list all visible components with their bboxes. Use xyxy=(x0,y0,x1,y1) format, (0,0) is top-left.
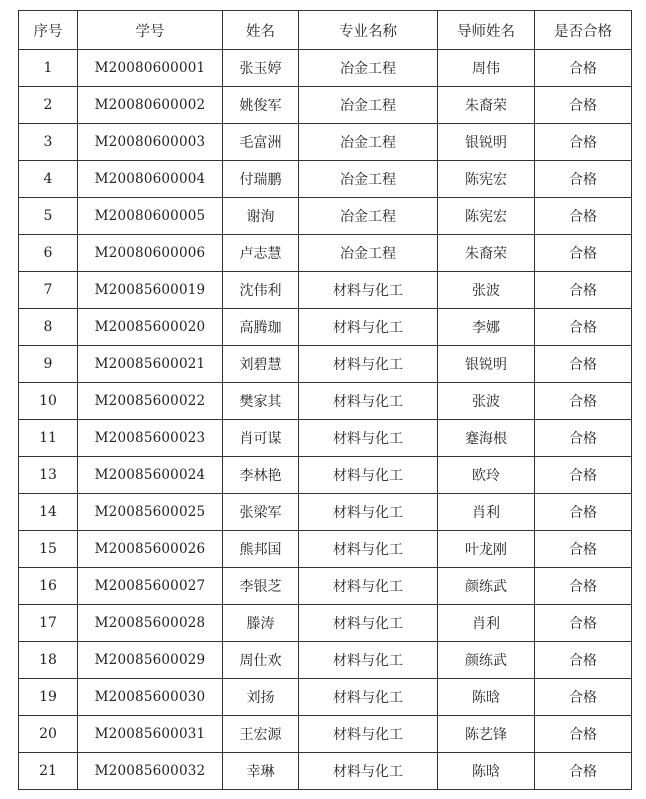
cell-qualified: 合格 xyxy=(535,161,632,198)
cell-name: 滕涛 xyxy=(223,605,299,642)
cell-major: 材料与化工 xyxy=(299,272,438,309)
cell-student-id: M20085600026 xyxy=(78,531,223,568)
cell-name: 王宏源 xyxy=(223,716,299,753)
cell-student-id: M20085600019 xyxy=(78,272,223,309)
table-row xyxy=(19,605,632,642)
cell-student-id: M20080600003 xyxy=(78,124,223,161)
cell-name: 张玉婷 xyxy=(223,50,299,87)
cell-student-id: M20085600023 xyxy=(78,420,223,457)
cell-index: 14 xyxy=(19,494,78,531)
cell-advisor: 周伟 xyxy=(438,50,535,87)
cell-major: 材料与化工 xyxy=(299,383,438,420)
cell-student-id: M20085600021 xyxy=(78,346,223,383)
cell-name: 高腾珈 xyxy=(223,309,299,346)
cell-student-id: M20085600024 xyxy=(78,457,223,494)
cell-advisor: 陈艺锋 xyxy=(438,716,535,753)
cell-major: 冶金工程 xyxy=(299,235,438,272)
cell-index: 13 xyxy=(19,457,78,494)
cell-major: 材料与化工 xyxy=(299,753,438,790)
cell-index: 1 xyxy=(19,50,78,87)
cell-advisor: 颜练武 xyxy=(438,642,535,679)
cell-advisor: 陈晗 xyxy=(438,679,535,716)
cell-student-id: M20085600025 xyxy=(78,494,223,531)
cell-major: 材料与化工 xyxy=(299,605,438,642)
cell-index: 18 xyxy=(19,642,78,679)
cell-major: 冶金工程 xyxy=(299,198,438,235)
cell-student-id: M20085600031 xyxy=(78,716,223,753)
table-row xyxy=(19,383,632,420)
table-row xyxy=(19,50,632,87)
cell-major: 材料与化工 xyxy=(299,531,438,568)
cell-student-id: M20085600030 xyxy=(78,679,223,716)
cell-major: 材料与化工 xyxy=(299,716,438,753)
header-major: 专业名称 xyxy=(299,11,438,50)
table-row xyxy=(19,642,632,679)
cell-qualified: 合格 xyxy=(535,383,632,420)
table-header-row xyxy=(19,11,632,50)
cell-name: 肖可谋 xyxy=(223,420,299,457)
cell-index: 4 xyxy=(19,161,78,198)
cell-index: 15 xyxy=(19,531,78,568)
cell-advisor: 李娜 xyxy=(438,309,535,346)
table-body xyxy=(19,50,632,790)
cell-name: 李银芝 xyxy=(223,568,299,605)
cell-qualified: 合格 xyxy=(535,346,632,383)
header-qualified: 是否合格 xyxy=(535,11,632,50)
cell-index: 16 xyxy=(19,568,78,605)
cell-qualified: 合格 xyxy=(535,198,632,235)
table-row xyxy=(19,124,632,161)
cell-name: 张梁军 xyxy=(223,494,299,531)
cell-index: 8 xyxy=(19,309,78,346)
cell-advisor: 陈宪宏 xyxy=(438,161,535,198)
cell-major: 冶金工程 xyxy=(299,50,438,87)
cell-student-id: M20080600006 xyxy=(78,235,223,272)
cell-advisor: 张波 xyxy=(438,383,535,420)
cell-name: 谢洵 xyxy=(223,198,299,235)
cell-student-id: M20085600032 xyxy=(78,753,223,790)
student-table-container xyxy=(18,10,631,790)
table-row xyxy=(19,87,632,124)
cell-index: 19 xyxy=(19,679,78,716)
cell-qualified: 合格 xyxy=(535,420,632,457)
cell-name: 幸琳 xyxy=(223,753,299,790)
table-row xyxy=(19,420,632,457)
cell-index: 17 xyxy=(19,605,78,642)
cell-index: 10 xyxy=(19,383,78,420)
cell-advisor: 陈宪宏 xyxy=(438,198,535,235)
cell-name: 熊邦国 xyxy=(223,531,299,568)
cell-major: 冶金工程 xyxy=(299,161,438,198)
student-table xyxy=(18,10,632,790)
cell-name: 刘扬 xyxy=(223,679,299,716)
cell-qualified: 合格 xyxy=(535,87,632,124)
cell-qualified: 合格 xyxy=(535,457,632,494)
cell-qualified: 合格 xyxy=(535,124,632,161)
cell-index: 6 xyxy=(19,235,78,272)
cell-advisor: 肖利 xyxy=(438,605,535,642)
cell-major: 材料与化工 xyxy=(299,679,438,716)
cell-advisor: 张波 xyxy=(438,272,535,309)
cell-qualified: 合格 xyxy=(535,494,632,531)
table-row xyxy=(19,161,632,198)
cell-index: 7 xyxy=(19,272,78,309)
cell-advisor: 朱裔荣 xyxy=(438,87,535,124)
cell-major: 材料与化工 xyxy=(299,494,438,531)
cell-name: 毛富洲 xyxy=(223,124,299,161)
cell-advisor: 叶龙刚 xyxy=(438,531,535,568)
cell-qualified: 合格 xyxy=(535,272,632,309)
cell-qualified: 合格 xyxy=(535,568,632,605)
cell-qualified: 合格 xyxy=(535,50,632,87)
cell-qualified: 合格 xyxy=(535,753,632,790)
cell-index: 5 xyxy=(19,198,78,235)
cell-major: 材料与化工 xyxy=(299,346,438,383)
cell-advisor: 肖利 xyxy=(438,494,535,531)
cell-index: 11 xyxy=(19,420,78,457)
cell-advisor: 朱裔荣 xyxy=(438,235,535,272)
table-row xyxy=(19,753,632,790)
cell-student-id: M20080600002 xyxy=(78,87,223,124)
table-row xyxy=(19,494,632,531)
cell-index: 21 xyxy=(19,753,78,790)
cell-qualified: 合格 xyxy=(535,605,632,642)
cell-qualified: 合格 xyxy=(535,531,632,568)
cell-student-id: M20085600027 xyxy=(78,568,223,605)
cell-major: 冶金工程 xyxy=(299,124,438,161)
cell-advisor: 银锐明 xyxy=(438,124,535,161)
cell-index: 20 xyxy=(19,716,78,753)
table-row xyxy=(19,679,632,716)
cell-student-id: M20085600028 xyxy=(78,605,223,642)
table-row xyxy=(19,235,632,272)
table-row xyxy=(19,272,632,309)
cell-name: 付瑞鹏 xyxy=(223,161,299,198)
cell-major: 冶金工程 xyxy=(299,87,438,124)
cell-index: 2 xyxy=(19,87,78,124)
cell-student-id: M20080600001 xyxy=(78,50,223,87)
cell-qualified: 合格 xyxy=(535,679,632,716)
cell-student-id: M20085600020 xyxy=(78,309,223,346)
cell-major: 材料与化工 xyxy=(299,568,438,605)
cell-major: 材料与化工 xyxy=(299,642,438,679)
table-row xyxy=(19,198,632,235)
cell-qualified: 合格 xyxy=(535,309,632,346)
cell-name: 刘碧慧 xyxy=(223,346,299,383)
cell-major: 材料与化工 xyxy=(299,309,438,346)
cell-name: 樊家其 xyxy=(223,383,299,420)
cell-major: 材料与化工 xyxy=(299,457,438,494)
header-student-id: 学号 xyxy=(78,11,223,50)
cell-student-id: M20080600004 xyxy=(78,161,223,198)
cell-qualified: 合格 xyxy=(535,235,632,272)
header-index: 序号 xyxy=(19,11,78,50)
cell-qualified: 合格 xyxy=(535,642,632,679)
cell-name: 沈伟利 xyxy=(223,272,299,309)
cell-name: 李林艳 xyxy=(223,457,299,494)
header-name: 姓名 xyxy=(223,11,299,50)
table-row xyxy=(19,716,632,753)
cell-index: 9 xyxy=(19,346,78,383)
cell-advisor: 欧玲 xyxy=(438,457,535,494)
table-row xyxy=(19,568,632,605)
cell-index: 3 xyxy=(19,124,78,161)
table-row xyxy=(19,346,632,383)
cell-advisor: 蹇海根 xyxy=(438,420,535,457)
cell-student-id: M20085600029 xyxy=(78,642,223,679)
cell-advisor: 银锐明 xyxy=(438,346,535,383)
cell-name: 周仕欢 xyxy=(223,642,299,679)
table-row xyxy=(19,531,632,568)
cell-student-id: M20080600005 xyxy=(78,198,223,235)
cell-major: 材料与化工 xyxy=(299,420,438,457)
table-row xyxy=(19,309,632,346)
cell-student-id: M20085600022 xyxy=(78,383,223,420)
table-row xyxy=(19,457,632,494)
cell-advisor: 颜练武 xyxy=(438,568,535,605)
header-advisor: 导师姓名 xyxy=(438,11,535,50)
cell-name: 卢志慧 xyxy=(223,235,299,272)
cell-qualified: 合格 xyxy=(535,716,632,753)
cell-advisor: 陈晗 xyxy=(438,753,535,790)
cell-name: 姚俊军 xyxy=(223,87,299,124)
